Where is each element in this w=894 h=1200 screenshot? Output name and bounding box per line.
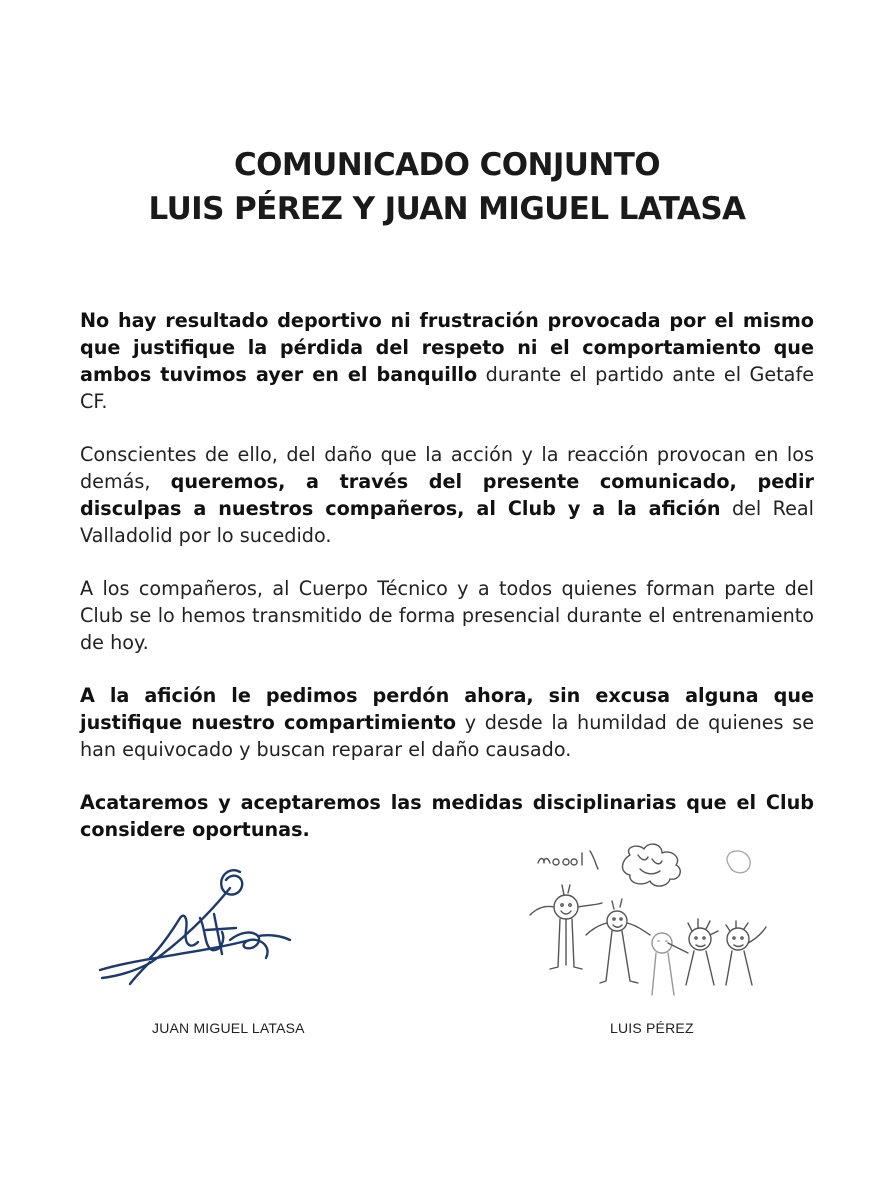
perez-signature-drawing [520, 835, 770, 1010]
latasa-signature [90, 858, 310, 988]
title-line-2: LUIS PÉREZ Y JUAN MIGUEL LATASA [148, 191, 746, 227]
paragraph-4 [80, 682, 814, 763]
paragraph-5-bold: Acataremos y aceptaremos las medidas disciplinarias que el Club considere oportunas. [80, 791, 814, 841]
paragraph-2-text-a: Conscientes de ello, del daño que la acción y la reacción provocan en los demás, [80, 443, 814, 493]
title-line-1: COMUNICADO CONJUNTO [233, 147, 661, 183]
paragraph-2-bold: queremos, a través del presente comunicado, pedir disculpas a nuestros compañeros, al Club y a la afición [80, 470, 814, 520]
paragraph-2-text-b: del Real Valladolid por lo sucedido. [80, 497, 814, 547]
paragraph-1 [80, 307, 814, 415]
paragraph-3-text: A los compañeros, al Cuerpo Técnico y a todos quienes forman parte del Club se lo hemos transmitido de forma presencial durante el entrenamiento de hoy. [80, 577, 814, 654]
document-title [0, 143, 894, 231]
paragraph-4-bold: A la afición le pedimos perdón ahora, sin excusa alguna que justifique nuestro compartimiento [80, 684, 814, 734]
paragraph-1-bold: No hay resultado deportivo ni frustración provocada por el mismo que justifique la pérdida del respeto ni el comportamiento que ambos tuvimos ayer en el banquillo [80, 309, 814, 386]
paragraph-4-text: y desde la humildad de quienes se han equivocado y buscan reparar el daño causado. [80, 711, 814, 761]
latasa-name: JUAN MIGUEL LATASA [152, 1020, 305, 1036]
perez-name: LUIS PÉREZ [610, 1020, 694, 1036]
paragraph-2 [80, 441, 814, 549]
paragraph-1-text: durante el partido ante el Getafe CF. [80, 363, 815, 413]
statement-body [80, 307, 814, 869]
paragraph-3 [80, 575, 814, 656]
